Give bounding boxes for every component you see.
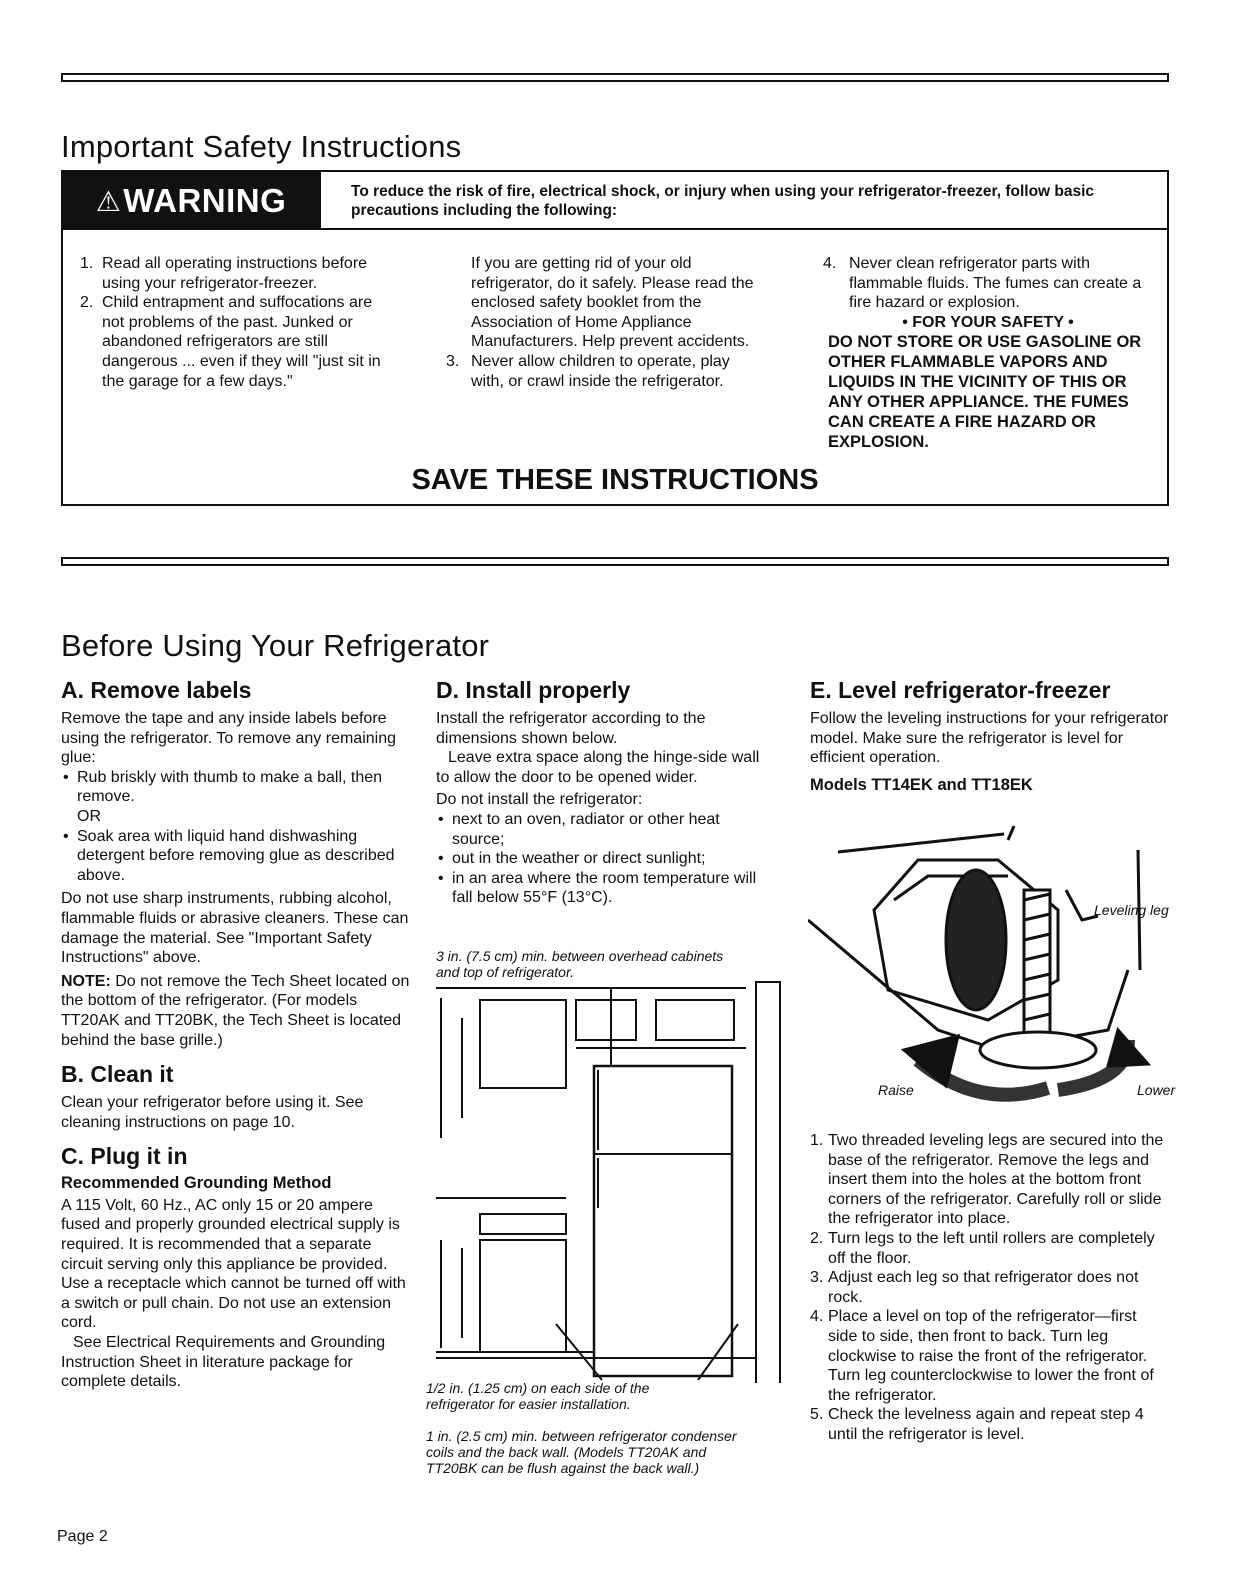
installation-diagram	[436, 978, 781, 1383]
plug-it-in-heading: C. Plug it in	[61, 1143, 188, 1170]
caption-back-gap: 1 in. (2.5 cm) min. between refrigerator condenser coils and the back wall. (Models TT20AK and TT20BK can be flush against the back wall.)	[426, 1428, 737, 1476]
flammable-warning: DO NOT STORE OR USE GASOLINE OR OTHER FLAMMABLE VAPORS AND LIQUIDS IN THE VICINITY OF THIS OR ANY OTHER APPLIANCE. THE FUMES CAN CREATE A FIRE HAZARD OR EXPLOSION.	[828, 333, 1142, 452]
safety-item-3: 3. Never allow children to operate, play with, or crawl inside the refrigerator.	[446, 352, 730, 390]
remove-labels-heading: A. Remove labels	[61, 677, 252, 703]
save-instructions: SAVE THESE INSTRUCTIONS	[411, 464, 819, 496]
before-title: Before Using Your Refrigerator	[61, 628, 490, 663]
list-item: • out in the weather or direct sunlight;	[436, 849, 771, 869]
list-item: • next to an oven, radiator or other heat source;	[436, 810, 771, 849]
label-raise: Raise	[878, 1082, 914, 1098]
models-label: Models TT14EK and TT18EK	[810, 775, 1033, 794]
label-leveling-leg: Leveling leg	[1094, 902, 1169, 918]
safety-col-2	[446, 254, 766, 391]
note: NOTE: Do not remove the Tech Sheet located on the bottom of the refrigerator. (For models TT20AK and TT20BK, the Tech Sheet is located behind the base grille.)	[61, 972, 410, 1049]
list-item: • Soak area with liquid hand dishwashing detergent before removing glue as described above.	[61, 827, 411, 886]
list-item: 2. Turn legs to the left until rollers are completely off the floor.	[810, 1229, 1155, 1267]
level-heading: E. Level refrigerator-freezer	[810, 677, 1111, 703]
safety-item-2: 2. Child entrapment and suffocations are not problems of the past. Junked or abandoned refrigerators are still dangerous ... even if they will "just sit in the garage for a few days."	[80, 294, 381, 390]
leveling-leg-diagram	[808, 820, 1180, 1120]
column-middle: D. Install properly Install the refrigerator according to the dimensions shown below. Leave extra space along the hinge-side wall to allow the door to be opened wider. Do not install the refrigerator: • next to an oven, radiator or other heat source; • out in the weather or direct sunlight; • in an area where the room temperature will fall below 55°F (13°C).	[436, 676, 771, 908]
list-item: • in an area where the room temperature will fall below 55°F (13°C).	[436, 869, 771, 908]
safety-col-3	[823, 254, 1153, 452]
warning-text: To reduce the risk of fire, electrical shock, or injury when using your refrigerator-freezer, follow basic precautions including the following:	[351, 183, 1095, 219]
safety-item-4: 4. Never clean refrigerator parts with flammable fluids. The fumes can create a fire hazard or explosion.	[823, 255, 1142, 312]
safety-title: Important Safety Instructions	[61, 129, 462, 164]
list-item: • Rub briskly with thumb to make a ball, then remove.	[61, 768, 411, 807]
install-properly-heading: D. Install properly	[436, 677, 631, 703]
warning-header	[319, 172, 1167, 230]
list-item: 4. Place a level on top of the refrigerator—first side to side, then front to back. Turn leg clockwise to raise the front of the refrigerator. Turn leg counterclockwise to lower the front of the refrigerator.	[810, 1308, 1154, 1404]
list-item: 3. Adjust each leg so that refrigerator does not rock.	[810, 1269, 1139, 1306]
for-your-safety: • FOR YOUR SAFETY •	[902, 313, 1074, 331]
caption-overhead: 3 in. (7.5 cm) min. between overhead cabinets and top of refrigerator.	[436, 948, 724, 980]
safety-item-2-continued: If you are getting rid of your old refrigerator, do it safely. Please read the enclosed safety booklet from the Association of Home Appliance Manufacturers. Help prevent accidents.	[471, 255, 754, 351]
caption-side-gap: 1/2 in. (1.25 cm) on each side of the refrigerator for easier installation.	[426, 1380, 650, 1412]
middle-rule	[61, 557, 1169, 566]
leveling-steps	[810, 1131, 1170, 1445]
safety-item-1: 1. Read all operating instructions before using your refrigerator-freezer.	[80, 255, 368, 292]
column-right: E. Level refrigerator-freezer Follow the leveling instructions for your refrigerator model. Make sure the refrigerator is level for efficient operation. Models TT14EK and TT18EK	[810, 677, 1169, 794]
page-number: Page 2	[57, 1528, 108, 1545]
list-item: 1. Two threaded leveling legs are secured into the base of the refrigerator. Remove the legs and insert them into the holes at the bottom front corners of the refrigerator. Carefully roll or slide the refrigerator into place.	[810, 1132, 1164, 1228]
warning-triangle-icon: ⚠	[95, 185, 122, 217]
column-left: A. Remove labels Remove the tape and any inside labels before using the refrigerator. To remove any remaining glue: • Rub briskly with thumb to make a ball, then remove. OR • Soak area with liquid hand dishwashing detergent before removing glue as described above. Do not use sharp instruments, rubbing alcohol, flammable fluids or abrasive cleaners. These can damage the material. See "Important Safety Instructions" above. NOTE: Do not remove the Tech Sheet located on the bottom of the refrigerator. (For models TT20AK and TT20BK, the Tech Sheet is located behind the base grille.) B. Clean it Clean your refrigerator before using it. See cleaning instructions on page 10. C. Plug it in Recommended Grounding Method A 115 Volt, 60 Hz., AC only 15 or 20 ampere fused and properly grounded electrical supply is required. It is recommended that a separate circuit serving only this appliance be provided. Use a receptacle which cannot be turned off with a switch or pull chain. Do not use an extension cord. See Electrical Requirements and Grounding Instruction Sheet in literature package for complete details.	[61, 676, 411, 1392]
list-item: 5. Check the levelness again and repeat step 4 until the refrigerator is level.	[810, 1406, 1144, 1443]
warning-label: ⚠ WARNING	[63, 172, 319, 230]
warning-box	[61, 170, 1169, 506]
label-lower: Lower	[1137, 1082, 1176, 1098]
top-rule	[61, 73, 1169, 82]
safety-col-1	[80, 254, 390, 391]
clean-it-heading: B. Clean it	[61, 1061, 174, 1088]
